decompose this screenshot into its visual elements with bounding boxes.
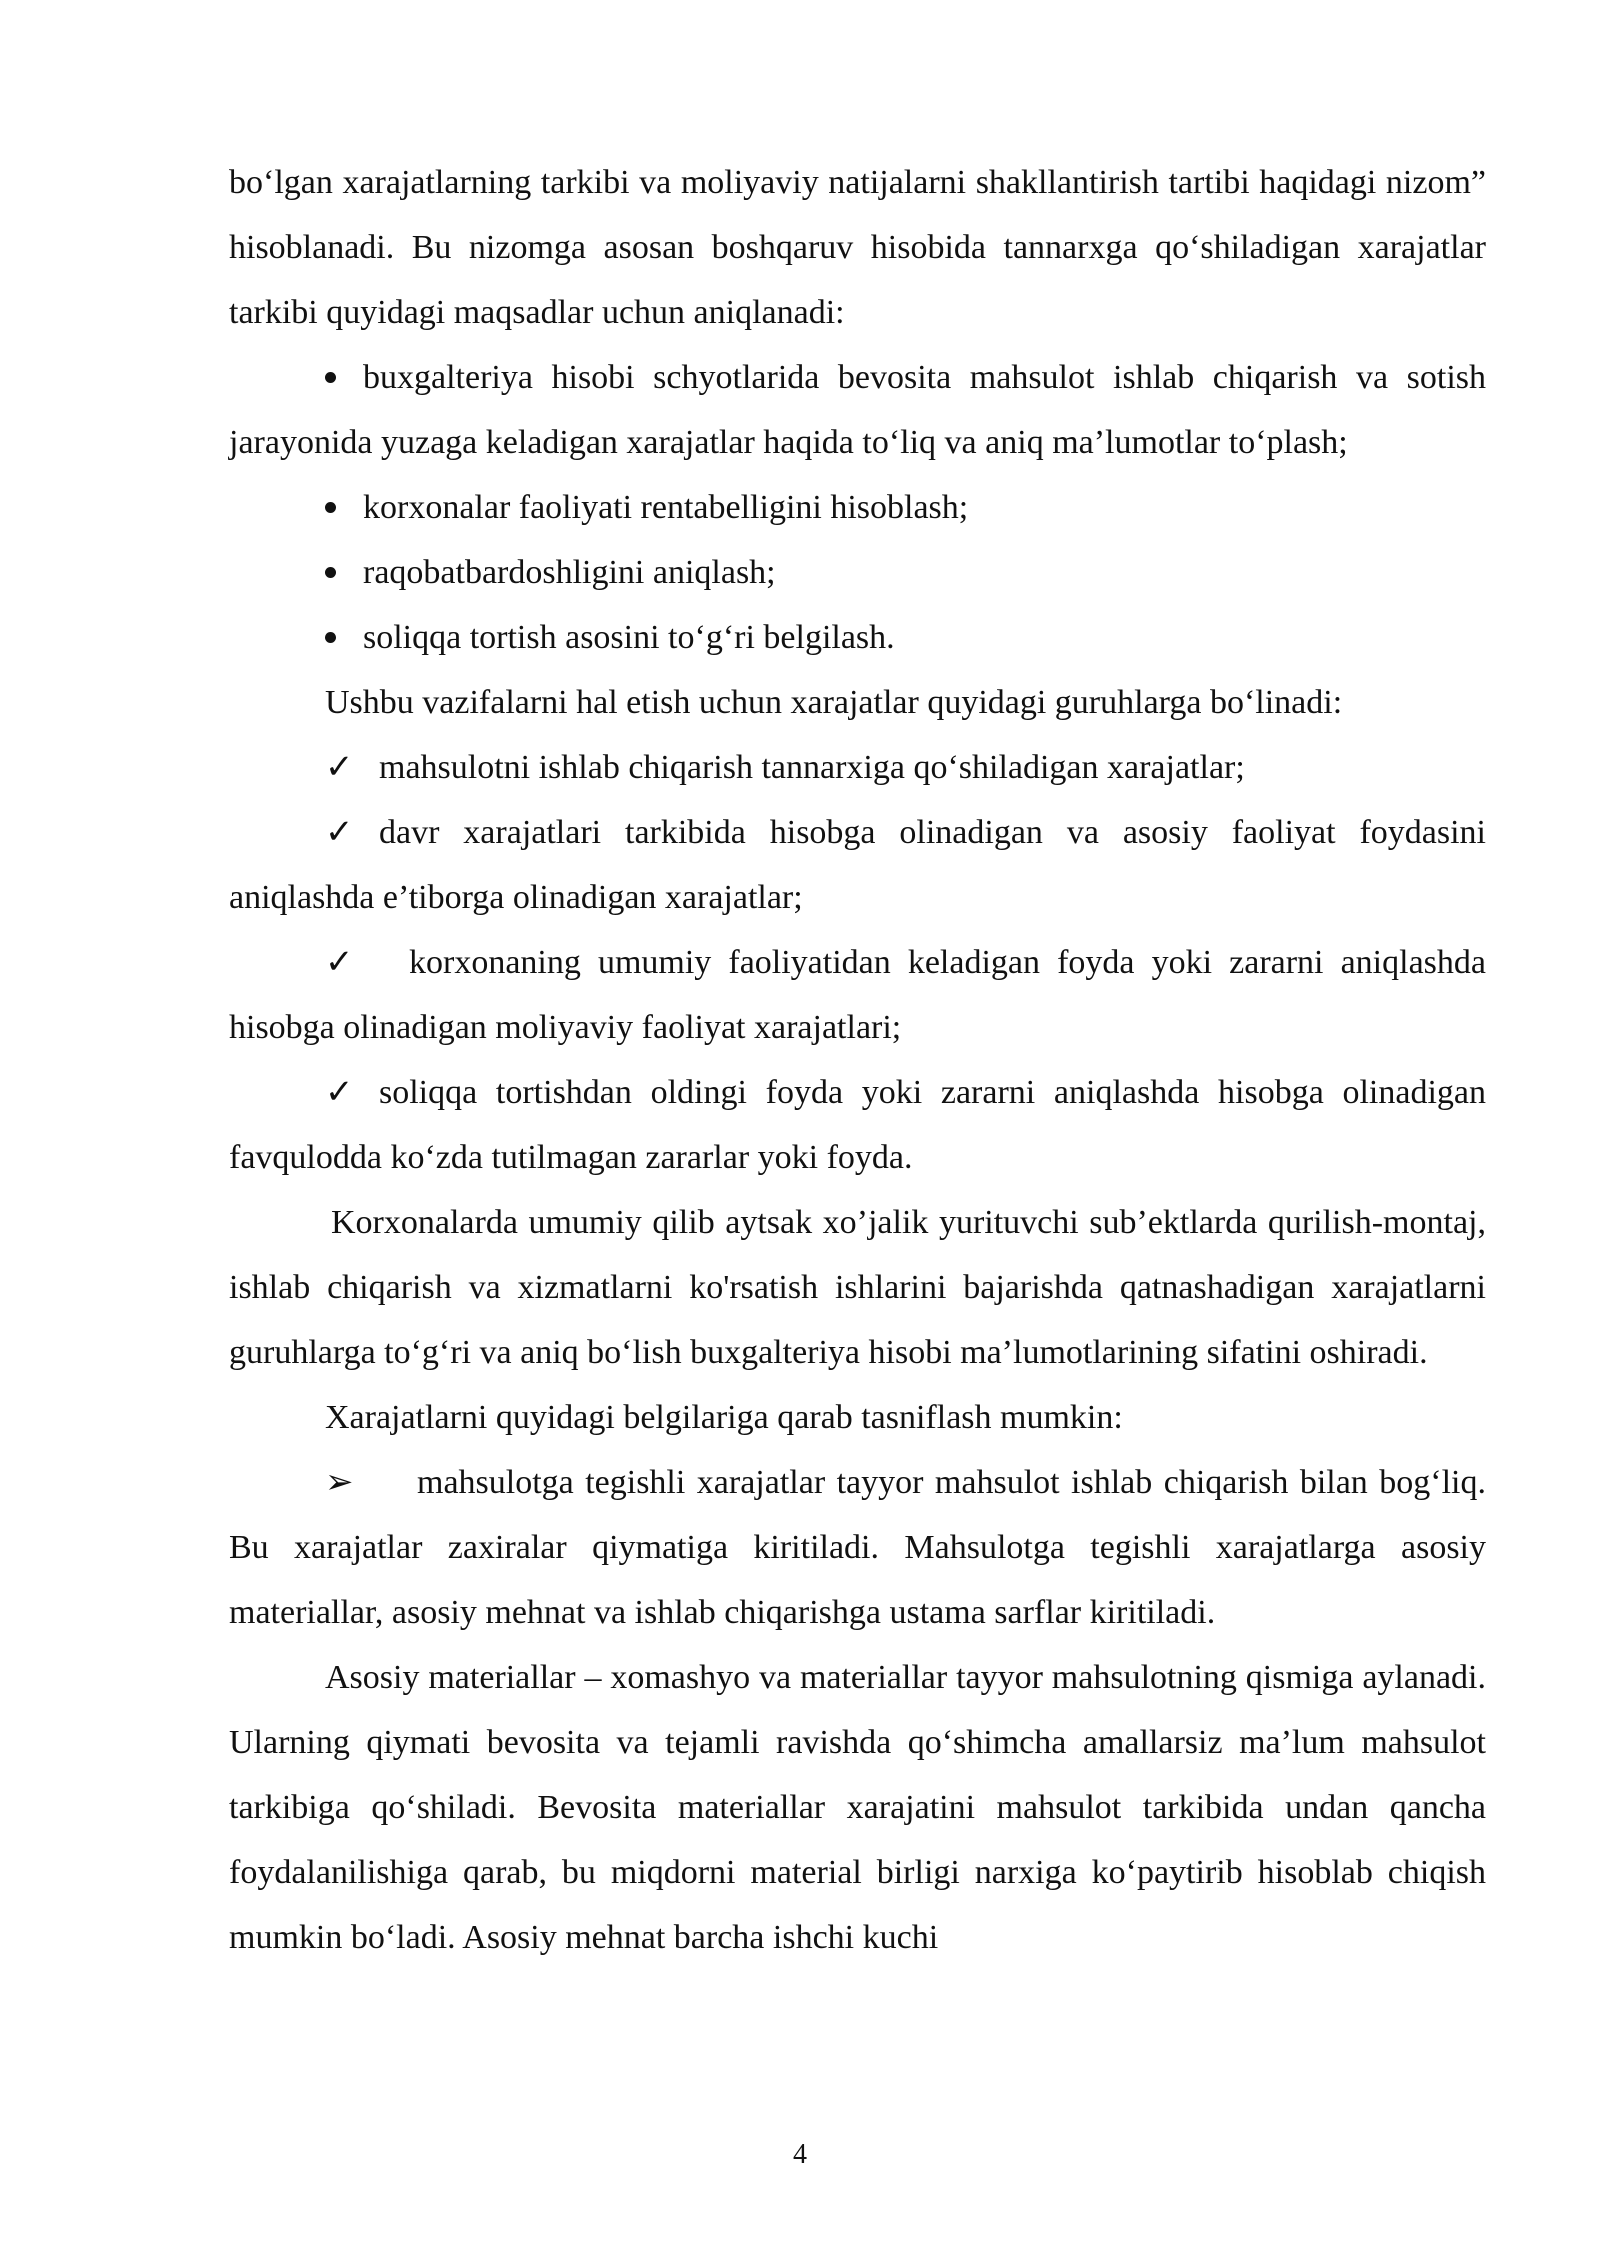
checkmark-icon: ✓ bbox=[325, 749, 354, 786]
check-text: davr xarajatlari tarkibida hisobga olinadigan va asosiy faoliyat foydasini aniqlashda e’tiborga olinadigan xarajatlar; bbox=[229, 814, 1486, 916]
paragraph-materials: Asosiy materiallar – xomashyo va materiallar tayyor mahsulotning qismiga aylanadi. Ularning qiymati bevosita va tejamli ravishda qo‘shimcha amallarsiz ma’lum mahsulot tarkibiga qo‘shiladi. Bevosita materiallar xarajatini mahsulot tarkibida undan qancha foydalanilishiga qarab, bu miqdorni material birligi narxiga ko‘paytirib hisoblab chiqish mumkin bo‘ladi. Asosiy mehnat barcha ishchi kuchi bbox=[229, 1659, 1486, 1956]
bullet-dot-icon bbox=[325, 605, 363, 670]
paragraph-groups-intro: Ushbu vazifalarni hal etish uchun xarajatlar quyidagi guruhlarga bo‘linadi: bbox=[325, 684, 1343, 721]
check-item bbox=[229, 930, 1486, 1060]
arrow-bullet-icon: ➢ bbox=[325, 1464, 354, 1501]
checkmark-icon: ✓ bbox=[325, 1074, 354, 1111]
bullet-dot-icon bbox=[325, 540, 363, 605]
bullet-text: soliqqa tortish asosini to‘g‘ri belgilash. bbox=[363, 619, 895, 656]
check-item bbox=[229, 735, 1486, 800]
bullet-item bbox=[229, 605, 1486, 670]
document-body bbox=[229, 150, 1486, 1970]
paragraph-enterprises: Korxonalarda umumiy qilib aytsak xo’jalik yurituvchi sub’ektlarda qurilish-montaj, ishlab chiqarish va xizmatlarni ko'rsatish ishlarini bajarishda qatnashadigan xarajatlarni guruhlarga to‘g‘ri va aniq bo‘lish buxgalteriya hisobi ma’lumotlarining sifatini oshiradi. bbox=[229, 1204, 1486, 1371]
bullet-dot-icon bbox=[325, 475, 363, 540]
check-text: korxonaning umumiy faoliyatidan keladigan foyda yoki zararni aniqlashda hisobga olinadigan moliyaviy faoliyat xarajatlari; bbox=[229, 944, 1486, 1046]
paragraph-intro: bo‘lgan xarajatlarning tarkibi va moliyaviy natijalarni shakllantirish tartibi haqidagi nizom” hisoblanadi. Bu nizomga asosan boshqaruv hisobida tannarxga qo‘shiladigan xarajatlar tarkibi quyidagi maqsadlar uchun aniqlanadi: bbox=[229, 164, 1486, 331]
check-item bbox=[229, 800, 1486, 930]
bullet-dot-icon bbox=[325, 345, 363, 410]
bullet-text: korxonalar faoliyati rentabelligini hisoblash; bbox=[363, 489, 969, 526]
check-text: mahsulotni ishlab chiqarish tannarxiga qo‘shiladigan xarajatlar; bbox=[379, 749, 1245, 786]
bullet-text: raqobatbardoshligini aniqlash; bbox=[363, 554, 776, 591]
arrow-item bbox=[229, 1450, 1486, 1645]
checkmark-icon: ✓ bbox=[325, 944, 354, 981]
bullet-item bbox=[229, 540, 1486, 605]
check-text: soliqqa tortishdan oldingi foyda yoki zararni aniqlashda hisobga olinadigan favqulodda ko‘zda tutilmagan zararlar yoki foyda. bbox=[229, 1074, 1486, 1176]
paragraph-classification-intro: Xarajatlarni quyidagi belgilariga qarab tasniflash mumkin: bbox=[325, 1399, 1123, 1436]
bullet-text: buxgalteriya hisobi schyotlarida bevosita mahsulot ishlab chiqarish va sotish jarayonida yuzaga keladigan xarajatlar haqida to‘liq va aniq ma’lumotlar to‘plash; bbox=[229, 359, 1486, 461]
checkmark-icon: ✓ bbox=[325, 814, 354, 851]
arrow-text: mahsulotga tegishli xarajatlar tayyor mahsulot ishlab chiqarish bilan bog‘liq. Bu xarajatlar zaxiralar qiymatiga kiritiladi. Mahsulotga tegishli xarajatlarga asosiy materiallar, asosiy mehnat va ishlab chiqarishga ustama sarflar kiritiladi. bbox=[229, 1464, 1486, 1631]
page-number: 4 bbox=[793, 2139, 807, 2170]
bullet-item bbox=[229, 345, 1486, 475]
check-item bbox=[229, 1060, 1486, 1190]
bullet-item bbox=[229, 475, 1486, 540]
